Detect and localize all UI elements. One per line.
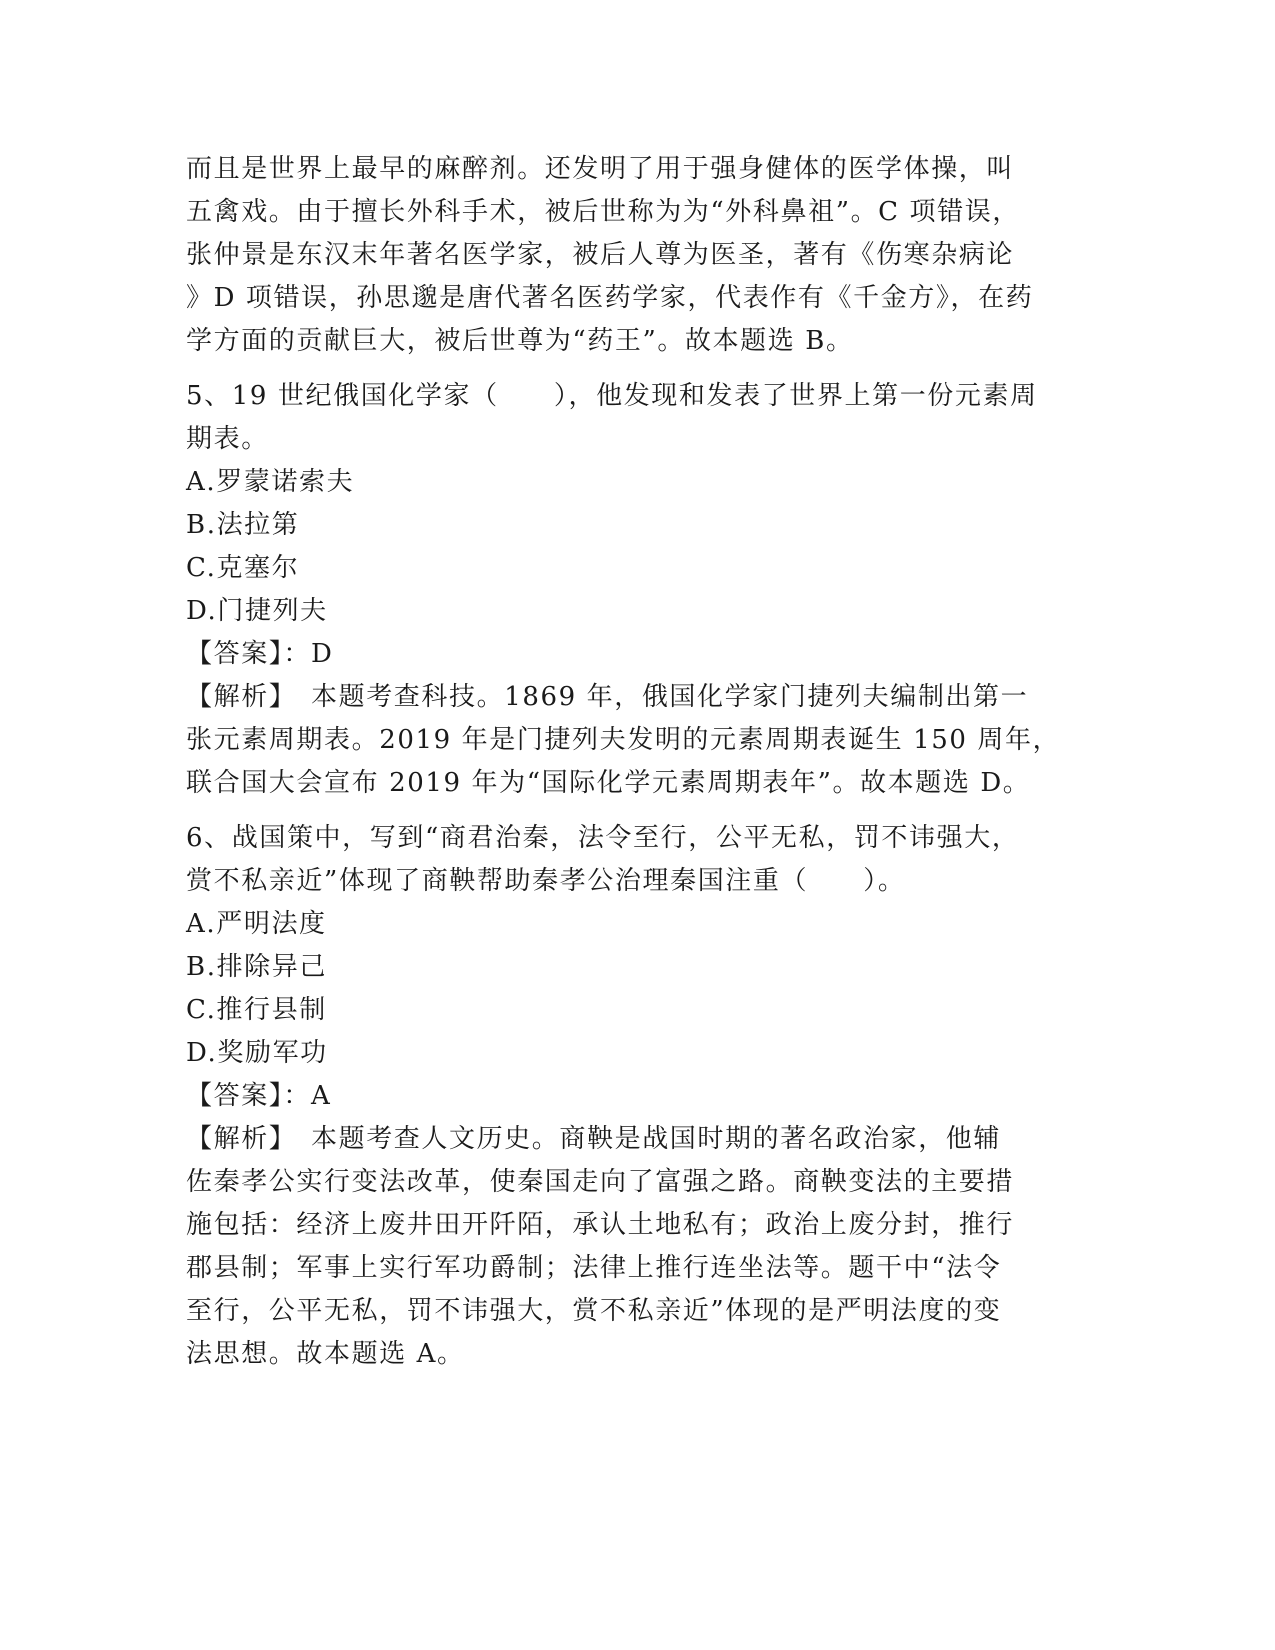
option-b: B.排除异己	[186, 952, 327, 982]
question-stem: 赏不私亲近”体现了商鞅帮助秦孝公治理秦国注重（ ）。	[186, 866, 906, 896]
answer-line: 【答案】：D	[186, 639, 334, 669]
option-a: A.严明法度	[186, 909, 327, 939]
question-5	[186, 375, 1086, 805]
analysis-line: 郡县制；军事上实行军功爵制；法律上推行连坐法等。题干中“法令	[186, 1253, 1002, 1283]
question-stem: 5、19 世纪俄国化学家（ ），他发现和发表了世界上第一份元素周	[186, 381, 1038, 411]
analysis-line: 施包括：经济上废井田开阡陌，承认土地私有；政治上废分封，推行	[186, 1210, 1015, 1240]
text-line: 五禽戏。由于擅长外科手术，被后世称为为“外科鼻祖”。C 项错误，	[186, 197, 1020, 227]
option-b: B.法拉第	[186, 510, 300, 540]
analysis-line: 佐秦孝公实行变法改革，使秦国走向了富强之路。商鞅变法的主要措	[186, 1167, 1015, 1197]
option-c: C.克塞尔	[186, 553, 300, 583]
text-line: 》D 项错误，孙思邈是唐代著名医药学家，代表作有《千金方》，在药	[186, 283, 1034, 313]
question-stem: 期表。	[186, 424, 269, 454]
analysis-line: 【解析】 本题考查科技。1869 年，俄国化学家门捷列夫编制出第一	[186, 682, 1029, 712]
text-line: 学方面的贡献巨大，被后世尊为“药王”。故本题选 B。	[186, 326, 854, 356]
analysis-line: 法思想。故本题选 A。	[186, 1339, 465, 1369]
analysis-line: 联合国大会宣布 2019 年为“国际化学元素周期表年”。故本题选 D。	[186, 768, 1031, 798]
question-6	[186, 817, 1086, 1376]
prev-question-analysis-continuation	[186, 148, 1086, 363]
answer-line: 【答案】：A	[186, 1081, 332, 1111]
option-d: D.门捷列夫	[186, 596, 328, 626]
analysis-line: 张元素周期表。2019 年是门捷列夫发明的元素周期表诞生 150 周年，	[186, 725, 1061, 755]
text-line: 张仲景是东汉末年著名医学家，被后人尊为医圣，著有《伤寒杂病论	[186, 240, 1015, 270]
text-line: 而且是世界上最早的麻醉剂。还发明了用于强身健体的医学体操，叫	[186, 154, 1015, 184]
option-d: D.奖励军功	[186, 1038, 328, 1068]
question-stem: 6、战国策中，写到“商君治秦，法令至行，公平无私，罚不讳强大，	[186, 823, 1020, 853]
analysis-line: 至行，公平无私，罚不讳强大，赏不私亲近”体现的是严明法度的变	[186, 1296, 1002, 1326]
option-a: A.罗蒙诺索夫	[186, 467, 355, 497]
document-body	[186, 148, 1086, 1376]
option-c: C.推行县制	[186, 995, 327, 1025]
analysis-line: 【解析】 本题考查人文历史。商鞅是战国时期的著名政治家，他辅	[186, 1124, 1002, 1154]
